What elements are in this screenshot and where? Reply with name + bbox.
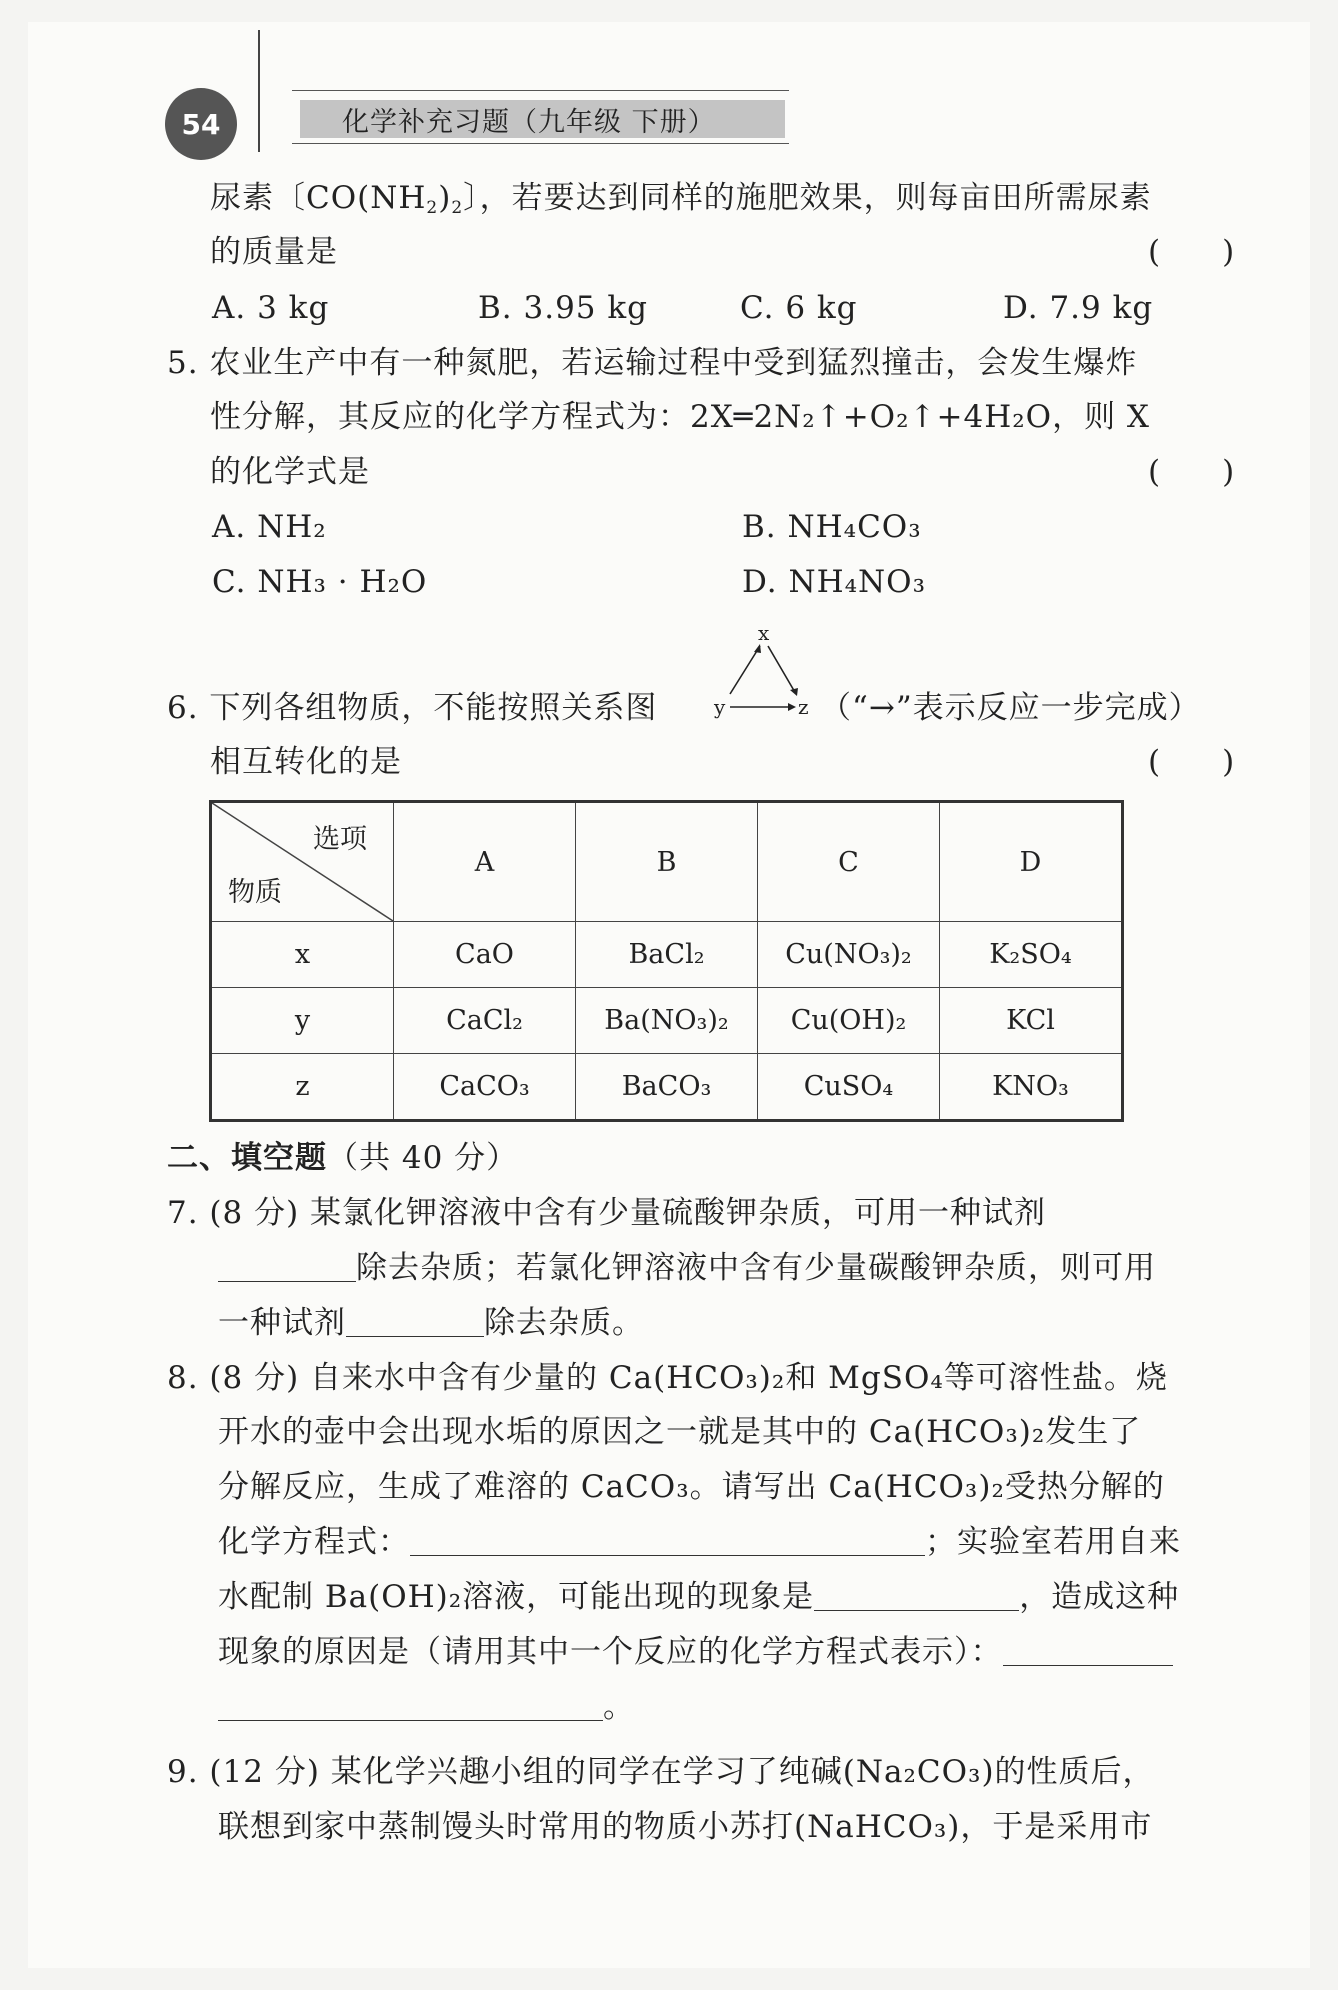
q4-option-b: B. 3.95 kg xyxy=(478,290,648,326)
q4-answer-paren: ( ) xyxy=(1148,234,1235,270)
relation-diagram xyxy=(712,622,816,722)
q5-option-d: D. NH₄NO₃ xyxy=(742,564,927,600)
q5-answer-paren: ( ) xyxy=(1148,454,1235,490)
q6-answer-paren: ( ) xyxy=(1148,744,1235,780)
table-row xyxy=(211,988,1123,1054)
q7-blank-1[interactable] xyxy=(218,1251,356,1282)
corner-header-option: 选项 xyxy=(313,824,367,855)
table-cell: Ba(NO₃)₂ xyxy=(576,988,758,1054)
q8-line7: 。 xyxy=(218,1687,635,1727)
row-label: y xyxy=(211,988,394,1054)
section-points: （共 40 分） xyxy=(327,1140,519,1176)
q4-option-d: D. 7.9 kg xyxy=(1003,290,1154,326)
q8-line4: 化学方程式： ；实验室若用自来 xyxy=(218,1524,1181,1560)
q5-line2: 性分解，其反应的化学方程式为：2X═2N₂↑+O₂↑+4H₂O，则 X xyxy=(210,399,1150,435)
q6-table xyxy=(209,800,1124,1122)
q8-blank-equation[interactable] xyxy=(410,1525,925,1556)
q9-line1: 9. (12 分) 某化学兴趣小组的同学在学习了纯碱(Na₂CO₃)的性质后， xyxy=(167,1754,1155,1790)
table-cell: BaCO₃ xyxy=(576,1054,758,1121)
row-label: z xyxy=(211,1054,394,1121)
table-row xyxy=(211,922,1123,988)
table-cell: K₂SO₄ xyxy=(940,922,1123,988)
arrow-y-to-x xyxy=(730,646,760,694)
table-header-a: A xyxy=(394,802,576,922)
table-cell: KNO₃ xyxy=(940,1054,1123,1121)
q6-line1-b: （“→”表示反应一步完成） xyxy=(820,690,1201,726)
q4-line2: 的质量是 xyxy=(210,234,338,270)
header-title: 化学补充习题（九年级 下册） xyxy=(300,100,785,138)
section-heading xyxy=(167,1138,518,1178)
q4-option-a: A. 3 kg xyxy=(212,290,330,326)
q6-line2: 相互转化的是 xyxy=(210,744,402,780)
table-cell: CaCl₂ xyxy=(394,988,576,1054)
q7-line3: 一种试剂 除去杂质。 xyxy=(218,1305,644,1341)
q9-line2: 联想到家中蒸制馒头时常用的物质小苏打(NaHCO₃)，于是采用市 xyxy=(218,1809,1153,1845)
header-rule-bottom xyxy=(292,143,789,144)
row-label: x xyxy=(211,922,394,988)
table-corner-cell xyxy=(211,802,394,922)
q8-blank-reason-2[interactable] xyxy=(218,1690,603,1721)
q8-line1: 8. (8 分) 自来水中含有少量的 Ca(HCO₃)₂和 MgSO₄等可溶性盐。烧 xyxy=(167,1360,1168,1396)
q7-line1: 7. (8 分) 某氯化钾溶液中含有少量硫酸钾杂质，可用一种试剂 xyxy=(167,1195,1047,1231)
q5-option-b: B. NH₄CO₃ xyxy=(742,509,922,545)
q8-line5: 水配制 Ba(OH)₂溶液，可能出现的现象是 ，造成这种 xyxy=(218,1579,1180,1615)
table-header-b: B xyxy=(576,802,758,922)
table-cell: Cu(OH)₂ xyxy=(758,988,940,1054)
q5-line1: 5. 农业生产中有一种氮肥，若运输过程中受到猛烈撞击，会发生爆炸 xyxy=(167,345,1138,381)
page-number-badge: 54 xyxy=(165,88,237,160)
section-title: 二、填空题 xyxy=(167,1140,327,1176)
q7-line2: 除去杂质；若氯化钾溶液中含有少量碳酸钾杂质，则可用 xyxy=(218,1248,1156,1288)
header-rule-top xyxy=(292,90,789,91)
q7-blank-2[interactable] xyxy=(346,1306,484,1337)
table-header-d: D xyxy=(940,802,1123,922)
q8-line2: 开水的壶中会出现水垢的原因之一就是其中的 Ca(HCO₃)₂发生了 xyxy=(218,1414,1142,1450)
q4-line1: 尿素〔$CO(NH_2)_2$〕，若要达到同样的施肥效果，则每亩田所需尿素 xyxy=(210,180,1152,218)
q5-line3: 的化学式是 xyxy=(210,454,370,490)
q8-blank-phenomenon[interactable] xyxy=(814,1580,1019,1611)
table-cell: KCl xyxy=(940,988,1123,1054)
table-row xyxy=(211,1054,1123,1121)
arrow-x-to-z xyxy=(768,646,796,694)
table-cell: BaCl₂ xyxy=(576,922,758,988)
q8-line6: 现象的原因是（请用其中一个反应的化学方程式表示）： xyxy=(218,1632,1173,1672)
table-header-c: C xyxy=(758,802,940,922)
diagram-y-label: y xyxy=(714,695,726,719)
q4-option-c: C. 6 kg xyxy=(740,290,858,326)
q5-option-c: C. NH₃ · H₂O xyxy=(212,564,428,600)
q5-option-a: A. NH₂ xyxy=(212,509,327,545)
corner-header-substance: 物质 xyxy=(228,877,282,908)
table-cell: CaO xyxy=(394,922,576,988)
diagram-x-label: x xyxy=(758,622,770,645)
header-divider xyxy=(258,30,260,152)
q8-blank-reason-1[interactable] xyxy=(1003,1635,1173,1666)
q6-line1-a: 6. 下列各组物质，不能按照关系图 xyxy=(167,690,658,726)
q8-line3: 分解反应，生成了难溶的 CaCO₃。请写出 Ca(HCO₃)₂受热分解的 xyxy=(218,1469,1165,1505)
table-cell: CaCO₃ xyxy=(394,1054,576,1121)
table-cell: Cu(NO₃)₂ xyxy=(758,922,940,988)
diagram-z-label: z xyxy=(798,695,809,719)
table-cell: CuSO₄ xyxy=(758,1054,940,1121)
